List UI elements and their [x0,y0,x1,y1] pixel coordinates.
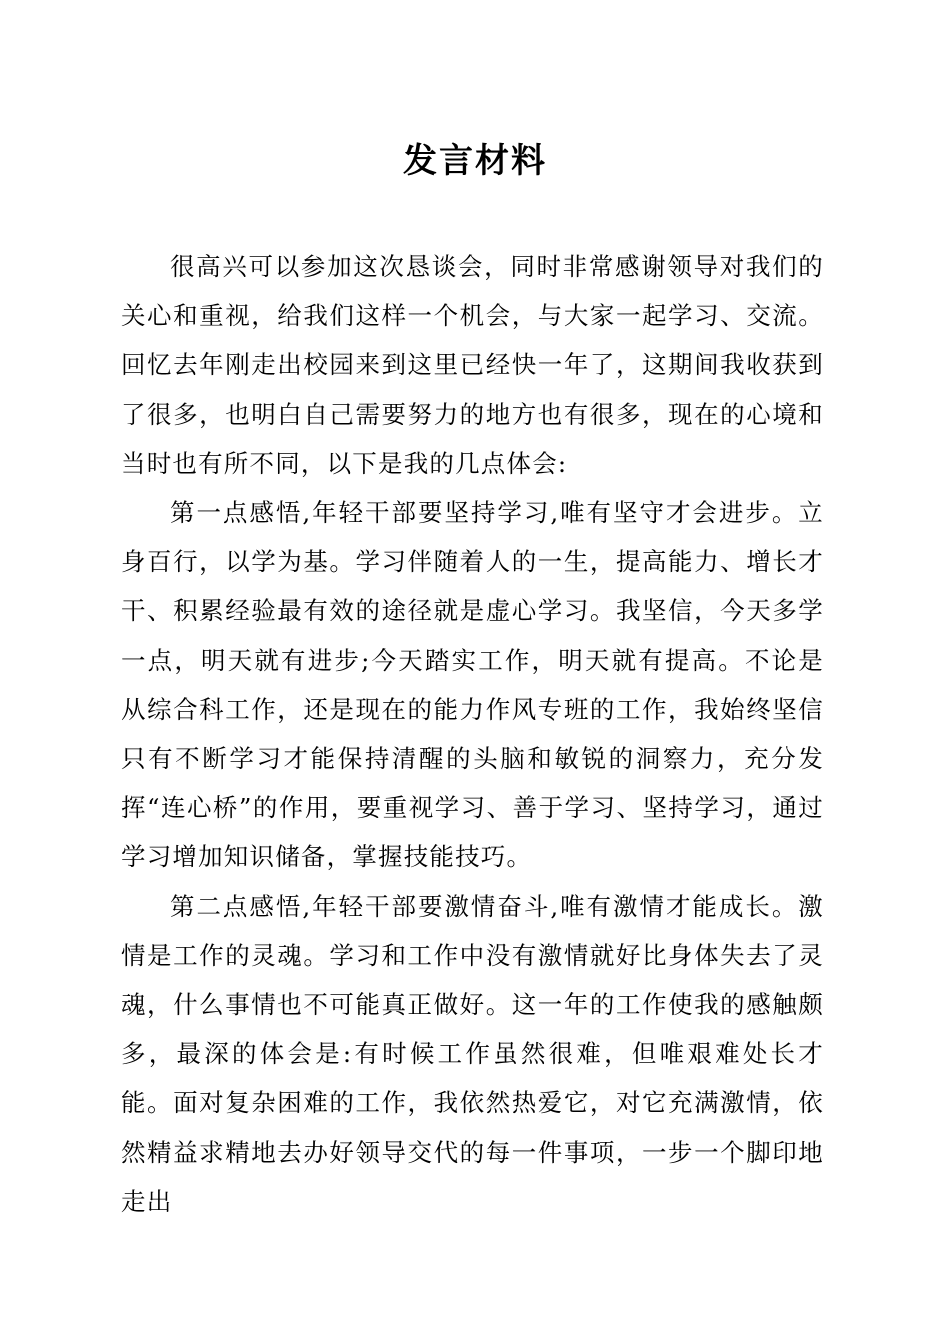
paragraph-first-insight: 第一点感悟,年轻干部要坚持学习,唯有坚守才会进步。立身百行，以学为基。学习伴随着人的一生，提高能力、增长才干、积累经验最有效的途径就是虚心学习。我坚信，今天多学一点，明天就有进步;今天踏实工作，明天就有提高。不论是从综合科工作，还是现在的能力作风专班的工作，我始终坚信只有不断学习才能保持清醒的头脑和敏锐的洞察力，充分发挥“连心桥”的作用，要重视学习、善于学习、坚持学习，通过学习增加知识储备，掌握技能技巧。 [121,498,824,872]
paragraph-second-insight: 第二点感悟,年轻干部要激情奋斗,唯有激情才能成长。激情是工作的灵魂。学习和工作中没有激情就好比身体失去了灵魂，什么事情也不可能真正做好。这一年的工作使我的感触颇多，最深的体会是:有时候工作虽然很难，但唯艰难处长才能。面对复杂困难的工作，我依然热爱它，对它充满激情，依然精益求精地去办好领导交代的每一件事项，一步一个脚印地走出 [121,891,824,1216]
document-title: 发言材料 [403,141,547,181]
document-body [121,242,824,1226]
paragraph-intro: 很高兴可以参加这次恳谈会，同时非常感谢领导对我们的关心和重视，给我们这样一个机会，与大家一起学习、交流。回忆去年刚走出校园来到这里已经快一年了，这期间我收获到了很多，也明白自己需要努力的地方也有很多，现在的心境和当时也有所不同，以下是我的几点体会: [121,252,824,478]
